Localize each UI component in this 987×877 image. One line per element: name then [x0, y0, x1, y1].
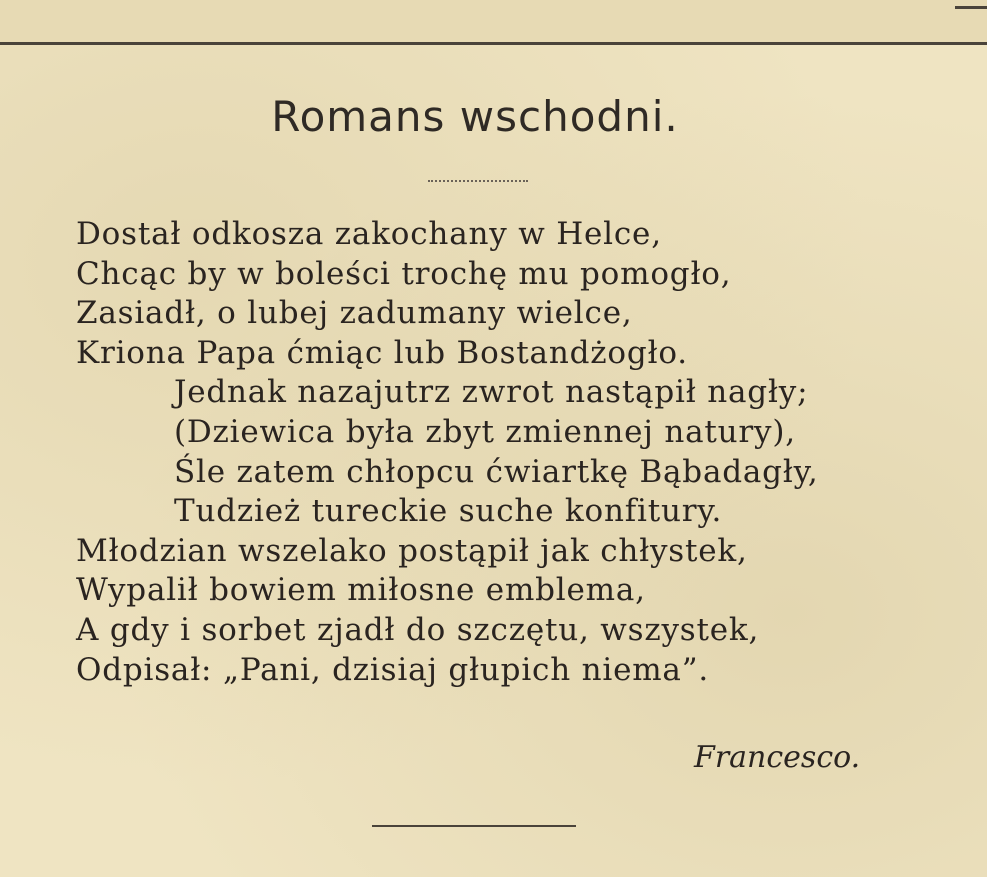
poem-line: Dostał odkosza zakochany w Helce,	[76, 216, 662, 252]
poem-body	[76, 215, 956, 690]
poem-line: Młodzian wszelako postąpił jak chłystek,	[76, 532, 748, 569]
poem-line: Odpisał: „Pani, dzisiaj głupich niema”.	[76, 651, 710, 688]
corner-mark	[955, 6, 987, 9]
poem-line: Tudzież tureckie suche konfitury.	[174, 493, 723, 530]
top-divider-line	[0, 42, 987, 45]
poem-line: (Dziewica była zbyt zmiennej natury),	[174, 413, 796, 450]
dotted-divider	[428, 180, 528, 182]
poem-line: Wypalił bowiem miłosne emblema,	[76, 572, 646, 609]
poem-line: Zasiadł, o lubej zadumany wielce,	[76, 295, 633, 332]
poem-line: Kriona Papa ćmiąc lub Bostandżogło.	[76, 334, 688, 371]
poem-line: Jednak nazajutrz zwrot nastąpił nagły;	[174, 374, 809, 411]
author-signature: Francesco.	[694, 740, 861, 775]
poem-line: Śle zatem chłopcu ćwiartkę Bąbadagły,	[174, 453, 819, 490]
bottom-divider-line	[372, 825, 576, 827]
poem-line: Chcąc by w boleści trochę mu pomogło,	[76, 255, 732, 292]
poem-title: Romans wschodni.	[271, 92, 679, 141]
header-band	[0, 0, 987, 44]
poem-line: A gdy i sorbet zjadł do szczętu, wszystek,	[76, 611, 760, 648]
